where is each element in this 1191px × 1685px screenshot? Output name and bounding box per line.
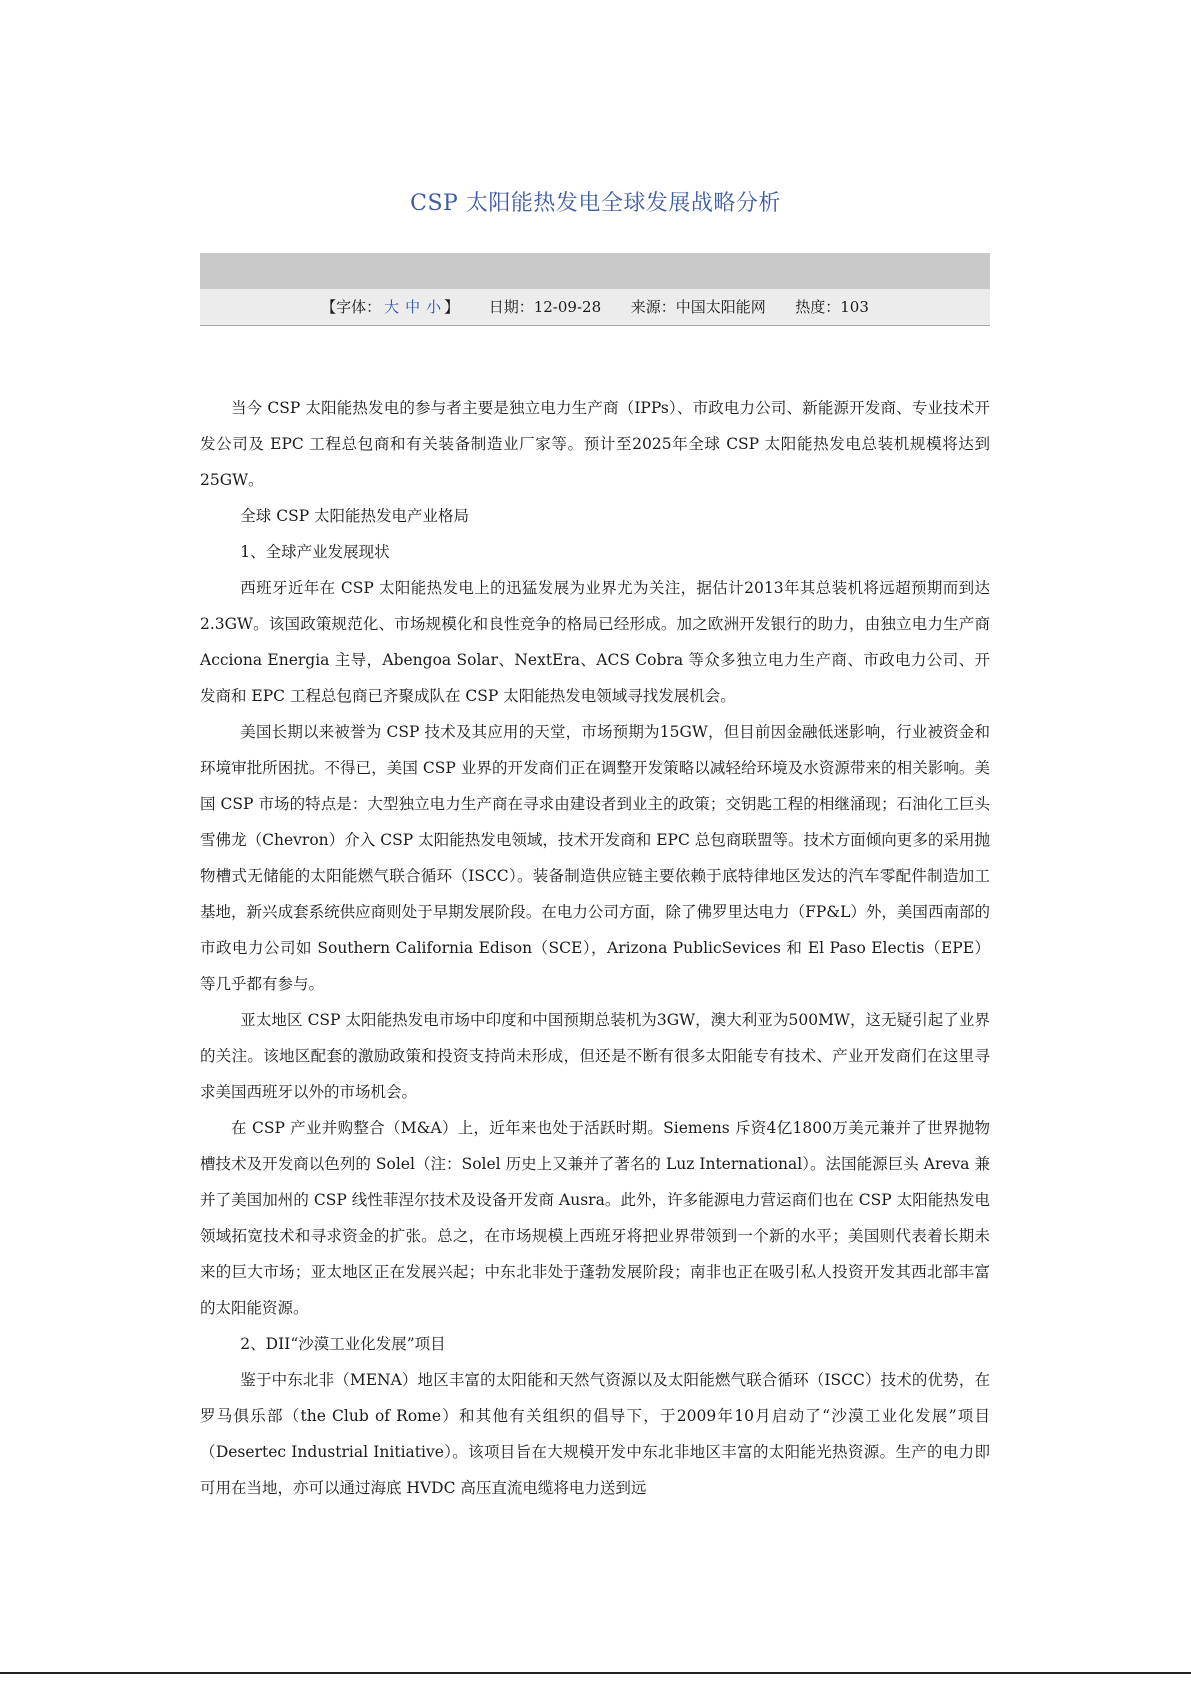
section-heading-status: 1、全球产业发展现状 [240, 543, 390, 561]
paragraph-dii: 鉴于中东北非（MENA）地区丰富的太阳能和天然气资源以及太阳能燃气联合循环（ISCC）技术的优势，在罗马俱乐部（the Club of Rome）和其他有关组织的倡导下，于2009年10月启动了“沙漠工业化发展”项目（Desertec Industrial Initiative）。该项目旨在大规模开发中东北非地区丰富的太阳能光热资源。生产的电力即可用在当地，亦可以通过海底 HVDC 高压直流电缆将电力送到远 [200, 1371, 990, 1497]
paragraph-mergers: 在 CSP 产业并购整合（M&A）上，近年来也处于活跃时期。Siemens 斥资4亿1800万美元兼并了世界抛物槽技术及开发商以色列的 Solel（注：Solel 历史上又兼并了著名的 Luz International）。法国能源巨头 Areva 兼并了美国加州的 CSP 线性菲涅尔技术及设备开发商 Ausra。此外，许多能源电力营运商们也在 CSP 太阳能热发电领域拓宽技术和寻求资金的扩张。总之，在市场规模上西班牙将把业界带领到一个新的水平；美国则代表着长期未来的巨大市场；亚太地区正在发展兴起；中东北非处于蓬勃发展阶段；南非也正在吸引私人投资开发其西北部丰富的太阳能资源。 [200, 1119, 990, 1317]
page-title: CSP 太阳能热发电全球发展战略分析 [410, 191, 781, 216]
paragraph-spain: 西班牙近年在 CSP 太阳能热发电上的迅猛发展为业界尤为关注，据估计2013年其总装机将远超预期而到达2.3GW。该国政策规范化、市场规模化和良性竞争的格局已经形成。加之欧洲开发银行的助力，由独立电力生产商 Acciona Energia 主导，Abengoa Solar、NextEra、ACS Cobra 等众多独立电力生产商、市政电力公司、开发商和 EPC 工程总包商已齐聚成队在 CSP 太阳能热发电领域寻找发展机会。 [200, 579, 990, 705]
paragraph-usa: 美国长期以来被誉为 CSP 技术及其应用的天堂，市场预期为15GW，但目前因金融低迷影响，行业被资金和环境审批所困扰。不得已，美国 CSP 业界的开发商们正在调整开发策略以减轻给环境及水资源带来的相关影响。美国 CSP 市场的特点是：大型独立电力生产商在寻求由建设者到业主的政策；交钥匙工程的相继涌现；石油化工巨头雪佛龙（Chevron）介入 CSP 太阳能热发电领域，技术开发商和 EPC 总包商联盟等。技术方面倾向更多的采用抛物槽式无储能的太阳能燃气联合循环（ISCC）。装备制造供应链主要依赖于底特律地区发达的汽车零配件制造加工基地，新兴成套系统供应商则处于早期发展阶段。在电力公司方面，除了佛罗里达电力（FP&L）外，美国西南部的市政电力公司如 Southern California Edison（SCE），Arizona PublicSevices 和 El Paso Electis（EPE）等几乎都有参与。 [200, 723, 990, 993]
font-size-label-close: 】 [444, 298, 460, 316]
font-size-small-link[interactable]: 小 [426, 298, 442, 316]
font-size-large-link[interactable]: 大 [384, 298, 400, 316]
article-heat: 热度：103 [795, 298, 869, 316]
section-heading-dii: 2、DII“沙漠工业化发展”项目 [240, 1335, 446, 1353]
article-body [200, 390, 990, 1506]
header-bar [200, 253, 990, 289]
paragraph-intro: 当今 CSP 太阳能热发电的参与者主要是独立电力生产商（IPPs）、市政电力公司、新能源开发商、专业技术开发公司及 EPC 工程总包商和有关装备制造业厂家等。预计至2025年全球 CSP 太阳能热发电总装机规模将达到25GW。 [200, 399, 990, 489]
article-source: 来源：中国太阳能网 [630, 298, 766, 316]
section-heading-global-layout: 全球 CSP 太阳能热发电产业格局 [240, 507, 470, 525]
publish-date: 日期：12-09-28 [488, 298, 602, 316]
article-meta-bar [200, 289, 990, 326]
font-size-label: 【字体： [321, 298, 382, 316]
page-bottom-rule [0, 1672, 1191, 1674]
font-size-medium-link[interactable]: 中 [405, 298, 421, 316]
paragraph-asia-pacific: 亚太地区 CSP 太阳能热发电市场中印度和中国预期总装机为3GW，澳大利亚为500MW，这无疑引起了业界的关注。该地区配套的激励政策和投资支持尚未形成，但还是不断有很多太阳能专有技术、产业开发商们在这里寻求美国西班牙以外的市场机会。 [200, 1011, 990, 1101]
